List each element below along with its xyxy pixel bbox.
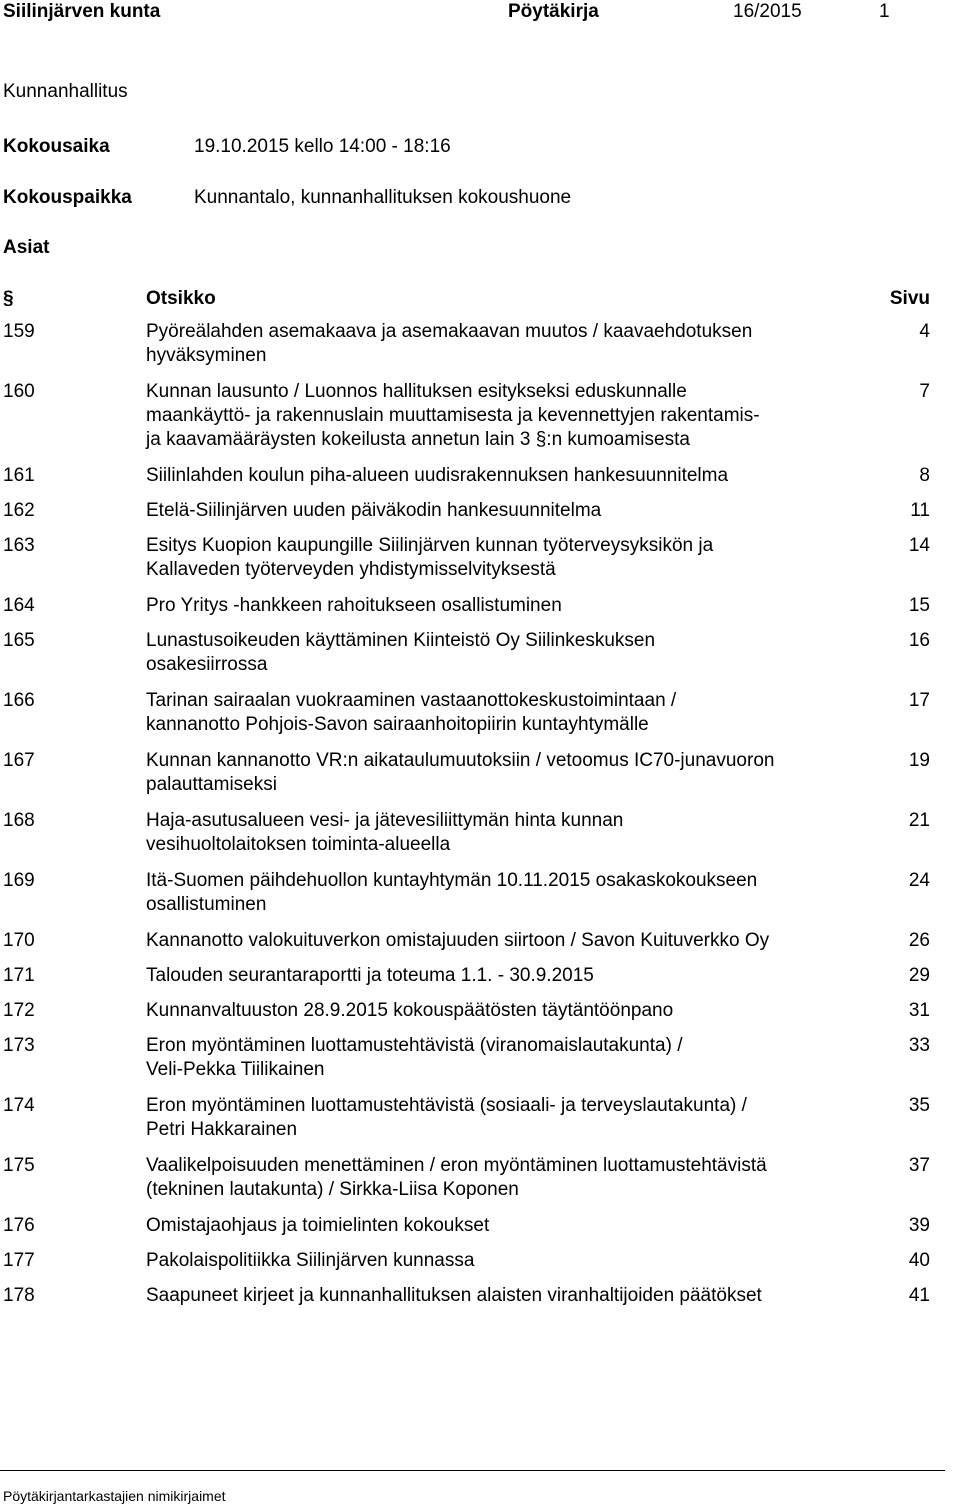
agenda-item-title — [146, 464, 858, 488]
organ-name: Kunnanhallitus — [3, 81, 128, 102]
agenda-item-title — [146, 749, 858, 797]
agenda-item-title-line: Pro Yritys -hankkeen rahoitukseen osallistuminen — [146, 595, 562, 616]
agenda-item-number: 172 — [3, 1000, 35, 1021]
agenda-item-page: 35 — [908, 1095, 930, 1116]
agenda-item — [0, 869, 960, 917]
agenda-item-title-line: Itä-Suomen päihdehuollon kuntayhtymän 10.11.2015 osakaskokoukseen — [146, 870, 758, 891]
agenda-item-title-line: Esitys Kuopion kaupungille Siilinjärven kunnan työterveysyksikön ja — [146, 535, 714, 556]
municipality-name: Siilinjärven kunta — [3, 1, 161, 22]
agenda-item-number: 160 — [3, 381, 35, 402]
agenda-item-title-line: Kallaveden työterveyden yhdistymisselvityksestä — [146, 559, 556, 580]
agenda-item — [0, 749, 960, 797]
agenda-item-title — [146, 499, 858, 523]
agenda-item-page: 26 — [908, 930, 930, 951]
agenda-item-page: 15 — [908, 595, 930, 616]
agenda-item-page: 4 — [919, 321, 930, 342]
agenda-item — [0, 629, 960, 677]
agenda-item-title-line: palauttamiseksi — [146, 774, 277, 795]
agenda-item — [0, 534, 960, 582]
footer-divider — [0, 1470, 945, 1471]
agenda-item — [0, 594, 960, 618]
agenda-item-title — [146, 689, 858, 737]
agenda-item — [0, 1249, 960, 1273]
agenda-item-page: 7 — [919, 381, 930, 402]
agenda-item-number: 167 — [3, 750, 35, 771]
agenda-item-title — [146, 534, 858, 582]
agenda-item — [0, 1284, 960, 1308]
agenda-item-title — [146, 380, 858, 452]
agenda-item-title — [146, 629, 858, 677]
agenda-item — [0, 320, 960, 368]
agenda-item-title-line: Haja-asutusalueen vesi- ja jätevesiliittymän hinta kunnan — [146, 810, 624, 831]
page-column-header: Sivu — [889, 288, 930, 309]
agenda-item-number: 161 — [3, 465, 35, 486]
agenda-item-title-line: Lunastusoikeuden käyttäminen Kiinteistö Oy Siilinkeskuksen — [146, 630, 656, 651]
agenda-item-title — [146, 320, 858, 368]
agenda-item-title-line: hyväksyminen — [146, 345, 267, 366]
agenda-item-title — [146, 964, 858, 988]
agenda-item — [0, 464, 960, 488]
agenda-item-title-line: Siilinlahden koulun piha-alueen uudisrakennuksen hankesuunnitelma — [146, 465, 729, 486]
agenda-item-number: 159 — [3, 321, 35, 342]
agenda-item — [0, 1214, 960, 1238]
agenda-item-title-line: ja kaavamääräysten kokeilusta annetun lain 3 §:n kumoamisesta — [146, 429, 690, 450]
agenda-item-number: 174 — [3, 1095, 35, 1116]
meeting-time-label: Kokousaika — [3, 136, 110, 157]
agenda-item-title-line: kannanotto Pohjois-Savon sairaanhoitopiirin kuntayhtymälle — [146, 714, 649, 735]
agenda-item-title-line: osakesiirrossa — [146, 654, 268, 675]
agenda-item-title-line: (tekninen lautakunta) / Sirkka-Liisa Koponen — [146, 1179, 519, 1200]
agenda-item-title — [146, 594, 858, 618]
agenda-item-page: 21 — [908, 810, 930, 831]
agenda-item-title-line: Omistajaohjaus ja toimielinten kokoukset — [146, 1215, 490, 1236]
agenda-item-page: 40 — [908, 1250, 930, 1271]
meeting-place-label: Kokouspaikka — [3, 187, 132, 208]
agenda-item-title-line: Etelä-Siilinjärven uuden päiväkodin hankesuunnitelma — [146, 500, 602, 521]
agenda-item — [0, 1094, 960, 1142]
agenda-item-page: 24 — [908, 870, 930, 891]
section-symbol-column-header: § — [3, 288, 14, 309]
agenda-item-title-line: Tarinan sairaalan vuokraaminen vastaanottokeskustoimintaan / — [146, 690, 677, 711]
agenda-item-title-line: Eron myöntäminen luottamustehtävistä (sosiaali- ja terveyslautakunta) / — [146, 1095, 747, 1116]
agenda-item-number: 171 — [3, 965, 35, 986]
agenda-item-title — [146, 1214, 858, 1238]
agenda-heading: Asiat — [3, 237, 50, 258]
document-header — [0, 0, 960, 26]
agenda-item-number: 169 — [3, 870, 35, 891]
agenda-item-title-line: Saapuneet kirjeet ja kunnanhallituksen alaisten viranhaltijoiden päätökset — [146, 1285, 762, 1306]
agenda-item-title-line: maankäyttö- ja rakennuslain muuttamisesta ja kevennettyjen rakentamis- — [146, 405, 760, 426]
agenda-item-title-line: Eron myöntäminen luottamustehtävistä (viranomaislautakunta) / — [146, 1035, 683, 1056]
agenda-item-page: 33 — [908, 1035, 930, 1056]
agenda-item-number: 166 — [3, 690, 35, 711]
agenda-item-title-line: Kunnan lausunto / Luonnos hallituksen esitykseksi eduskunnalle — [146, 381, 687, 402]
agenda-item-page: 14 — [908, 535, 930, 556]
agenda-item — [0, 809, 960, 857]
agenda-item — [0, 1034, 960, 1082]
agenda-item-number: 170 — [3, 930, 35, 951]
agenda-item-number: 176 — [3, 1215, 35, 1236]
agenda-item-title — [146, 1249, 858, 1273]
agenda-item-title-line: Vaalikelpoisuuden menettäminen / eron myöntäminen luottamustehtävistä — [146, 1155, 767, 1176]
signature-initials-label: Pöytäkirjantarkastajien nimikirjaimet — [3, 1488, 226, 1504]
agenda-item-number: 168 — [3, 810, 35, 831]
agenda-item-title-line: Kannanotto valokuituverkon omistajuuden siirtoon / Savon Kuituverkko Oy — [146, 930, 770, 951]
agenda-item-page: 31 — [908, 1000, 930, 1021]
agenda-item-title — [146, 999, 858, 1023]
agenda-item — [0, 999, 960, 1023]
meeting-place-value: Kunnantalo, kunnanhallituksen kokoushuone — [194, 187, 572, 208]
agenda-item-title-line: Pakolaispolitiikka Siilinjärven kunnassa — [146, 1250, 475, 1271]
agenda-item-number: 177 — [3, 1250, 35, 1271]
agenda-item-number: 173 — [3, 1035, 35, 1056]
agenda-item-number: 163 — [3, 535, 35, 556]
agenda-item-title — [146, 809, 858, 857]
agenda-item-page: 11 — [910, 500, 930, 521]
agenda-item-page: 29 — [908, 965, 930, 986]
agenda-item-title-line: Kunnan kannanotto VR:n aikataulumuutoksiin / vetoomus IC70-junavuoron — [146, 750, 775, 771]
agenda-item-title-line: Kunnanvaltuuston 28.9.2015 kokouspäätösten täytäntöönpano — [146, 1000, 674, 1021]
agenda-item-page: 39 — [908, 1215, 930, 1236]
agenda-item-number: 164 — [3, 595, 35, 616]
document-type: Pöytäkirja — [508, 1, 599, 22]
agenda-item-page: 37 — [908, 1155, 930, 1176]
agenda-item-page: 16 — [908, 630, 930, 651]
agenda-item-title-line: Pyöreälahden asemakaava ja asemakaavan muutos / kaavaehdotuksen — [146, 321, 753, 342]
agenda-item-number: 162 — [3, 500, 35, 521]
agenda-item-title-line: Veli-Pekka Tiilikainen — [146, 1059, 325, 1080]
agenda-item — [0, 964, 960, 988]
page-number: 1 — [879, 1, 890, 22]
agenda-item-number: 165 — [3, 630, 35, 651]
title-column-header: Otsikko — [146, 288, 216, 309]
meeting-time-value: 19.10.2015 kello 14:00 - 18:16 — [194, 136, 451, 157]
agenda-item-title — [146, 1154, 858, 1202]
agenda-item-title — [146, 1034, 858, 1082]
agenda-item-page: 19 — [908, 750, 930, 771]
agenda-item-page: 41 — [908, 1285, 930, 1306]
agenda-item-page: 17 — [908, 690, 930, 711]
agenda-item — [0, 929, 960, 953]
agenda-item — [0, 380, 960, 452]
agenda-list — [0, 320, 960, 1319]
agenda-item-page: 8 — [919, 465, 930, 486]
agenda-item-number: 175 — [3, 1155, 35, 1176]
agenda-item-title — [146, 929, 858, 953]
agenda-item-title — [146, 1284, 858, 1308]
agenda-item-title-line: osallistuminen — [146, 894, 267, 915]
agenda-item — [0, 1154, 960, 1202]
agenda-item-title-line: Petri Hakkarainen — [146, 1119, 298, 1140]
agenda-item — [0, 689, 960, 737]
agenda-item-title — [146, 869, 858, 917]
agenda-item-title-line: vesihuoltolaitoksen toiminta-alueella — [146, 834, 451, 855]
minutes-number: 16/2015 — [733, 1, 802, 22]
agenda-item-title-line: Talouden seurantaraportti ja toteuma 1.1. - 30.9.2015 — [146, 965, 594, 986]
agenda-item — [0, 499, 960, 523]
agenda-item-number: 178 — [3, 1285, 35, 1306]
agenda-item-title — [146, 1094, 858, 1142]
